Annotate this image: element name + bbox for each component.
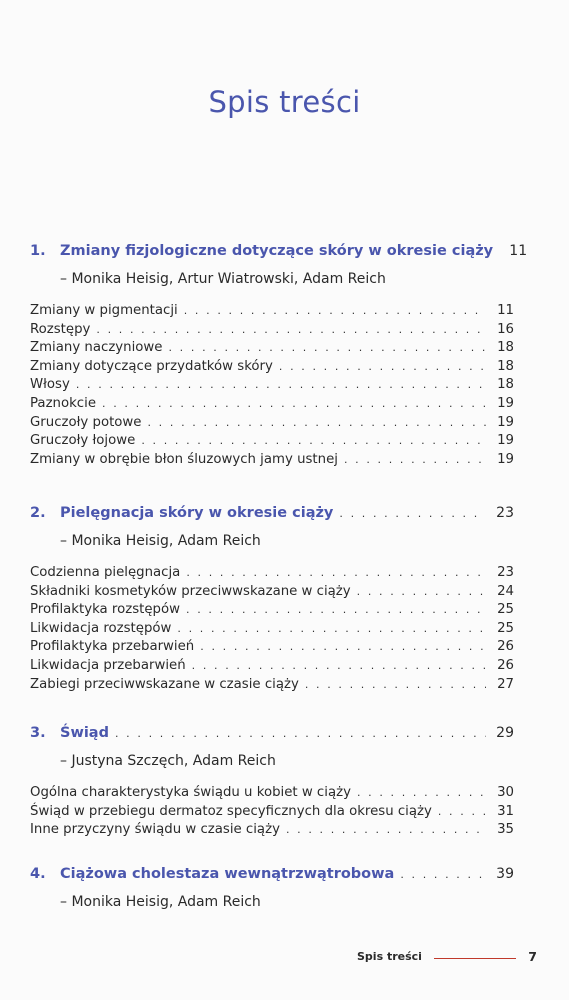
entry-text: Gruczoły potowe — [30, 414, 142, 430]
footer-rule — [434, 958, 516, 959]
toc-entry[interactable] — [30, 565, 514, 584]
footer-label: Spis treści — [357, 949, 422, 963]
entry-page: 16 — [497, 321, 514, 337]
entry-text: Zmiany naczyniowe — [30, 340, 163, 356]
toc-entry[interactable] — [30, 433, 514, 452]
entry-page: 24 — [497, 583, 514, 599]
leader-dots — [279, 360, 486, 373]
toc-entry[interactable] — [30, 658, 514, 677]
leader-dots — [184, 304, 486, 317]
entry-text: Paznokcie — [30, 395, 96, 411]
toc-entry[interactable] — [30, 639, 514, 658]
toc-entry[interactable] — [30, 804, 514, 823]
leader-dots — [168, 341, 486, 354]
toc-entry[interactable] — [30, 785, 514, 804]
entry-list — [30, 565, 514, 695]
toc-entry[interactable] — [30, 396, 514, 415]
toc-entry[interactable] — [30, 322, 514, 341]
entry-page: 26 — [497, 639, 514, 655]
entry-page: 18 — [497, 377, 514, 393]
leader-dots — [177, 622, 486, 635]
entry-text: Profilaktyka przebarwień — [30, 639, 195, 655]
toc-entry[interactable] — [30, 621, 514, 640]
leader-dots — [147, 416, 486, 429]
chapter-page: 39 — [496, 866, 514, 882]
toc-entry[interactable] — [30, 340, 514, 359]
chapter-section — [30, 243, 528, 470]
entry-text: Ogólna charakterystyka świądu u kobiet w ciąży — [30, 785, 351, 800]
entry-text: Profilaktyka rozstępów — [30, 602, 180, 618]
toc-entry[interactable] — [30, 677, 514, 696]
entry-page: 25 — [497, 620, 514, 636]
chapter-number: 1. — [30, 243, 46, 259]
leader-dots — [186, 566, 486, 579]
chapter-section — [30, 866, 514, 914]
entry-text: Likwidacja przebarwień — [30, 657, 186, 673]
chapter-title: Ciążowa cholestaza wewnątrzwątrobowa — [60, 866, 395, 882]
entry-text: Rozstępy — [30, 321, 91, 337]
entry-page: 35 — [497, 822, 514, 838]
chapter-heading[interactable] — [30, 243, 528, 265]
chapter-authors: – Monika Heisig, Artur Wiatrowski, Adam Reich — [60, 271, 386, 287]
leader-dots — [96, 323, 486, 336]
chapter-title: Zmiany fizjologiczne dotyczące skóry w okresie ciąży — [60, 243, 494, 259]
entry-text: Codzienna pielęgnacja — [30, 565, 181, 580]
entry-page: 23 — [497, 565, 514, 580]
entry-page: 25 — [497, 602, 514, 618]
entry-page: 27 — [497, 676, 514, 692]
entry-page: 18 — [497, 358, 514, 374]
leader-dots — [192, 659, 486, 672]
entry-page: 11 — [497, 303, 514, 318]
leader-dots — [76, 378, 486, 391]
chapter-page: 11 — [509, 243, 528, 259]
entry-page: 19 — [497, 414, 514, 430]
leader-dots — [186, 603, 486, 616]
page-title: Spis treści — [208, 85, 361, 120]
chapter-authors: – Monika Heisig, Adam Reich — [60, 894, 261, 910]
toc-entry[interactable] — [30, 377, 514, 396]
chapter-page: 29 — [496, 725, 514, 741]
leader-dots — [286, 823, 486, 836]
chapter-title: Pielęgnacja skóry w okresie ciąży — [60, 505, 334, 521]
toc-entry[interactable] — [30, 452, 514, 471]
chapter-heading[interactable] — [30, 505, 514, 527]
entry-text: Zabiegi przeciwwskazane w czasie ciąży — [30, 676, 299, 692]
entry-text: Zmiany w pigmentacji — [30, 303, 178, 318]
entry-page: 30 — [497, 785, 514, 800]
entry-page: 31 — [497, 803, 514, 819]
entry-list — [30, 785, 514, 841]
entry-page: 19 — [497, 395, 514, 411]
entry-list — [30, 303, 514, 470]
toc-entry[interactable] — [30, 602, 514, 621]
entry-page: 19 — [497, 451, 514, 467]
entry-text: Gruczoły łojowe — [30, 433, 136, 449]
toc-entry[interactable] — [30, 415, 514, 434]
chapter-title: Świąd — [60, 725, 109, 741]
entry-text: Zmiany dotyczące przydatków skóry — [30, 358, 273, 374]
entry-text: Likwidacja rozstępów — [30, 620, 172, 636]
toc-entry[interactable] — [30, 359, 514, 378]
chapter-heading[interactable] — [30, 866, 514, 888]
chapter-number: 2. — [30, 505, 46, 521]
leader-dots — [339, 507, 486, 520]
page-number: 7 — [528, 948, 537, 964]
leader-dots — [141, 434, 486, 447]
entry-text: Włosy — [30, 377, 70, 393]
chapter-authors: – Justyna Szczęch, Adam Reich — [60, 753, 276, 769]
toc-entry[interactable] — [30, 303, 514, 322]
entry-text: Inne przyczyny świądu w czasie ciąży — [30, 822, 280, 838]
leader-dots — [115, 727, 486, 740]
chapter-number: 3. — [30, 725, 46, 741]
chapter-section — [30, 725, 514, 841]
toc-entry[interactable] — [30, 822, 514, 841]
leader-dots — [400, 868, 486, 881]
entry-page: 26 — [497, 657, 514, 673]
chapter-section — [30, 505, 514, 695]
leader-dots — [200, 640, 486, 653]
chapter-authors: – Monika Heisig, Adam Reich — [60, 533, 261, 549]
entry-page: 18 — [497, 340, 514, 356]
entry-page: 19 — [497, 433, 514, 449]
leader-dots — [102, 397, 486, 410]
chapter-page: 23 — [496, 505, 514, 521]
leader-dots — [305, 678, 486, 691]
leader-dots — [357, 585, 486, 598]
chapter-heading[interactable] — [30, 725, 514, 747]
entry-text: Świąd w przebiegu dermatoz specyficznych dla okresu ciąży — [30, 803, 432, 819]
toc-entry[interactable] — [30, 584, 514, 603]
leader-dots — [438, 805, 486, 818]
entry-text: Składniki kosmetyków przeciwwskazane w ciąży — [30, 583, 351, 599]
entry-text: Zmiany w obrębie błon śluzowych jamy ustnej — [30, 451, 338, 467]
leader-dots — [344, 453, 486, 466]
page-footer — [357, 946, 537, 966]
leader-dots — [357, 786, 486, 799]
chapter-number: 4. — [30, 866, 46, 882]
